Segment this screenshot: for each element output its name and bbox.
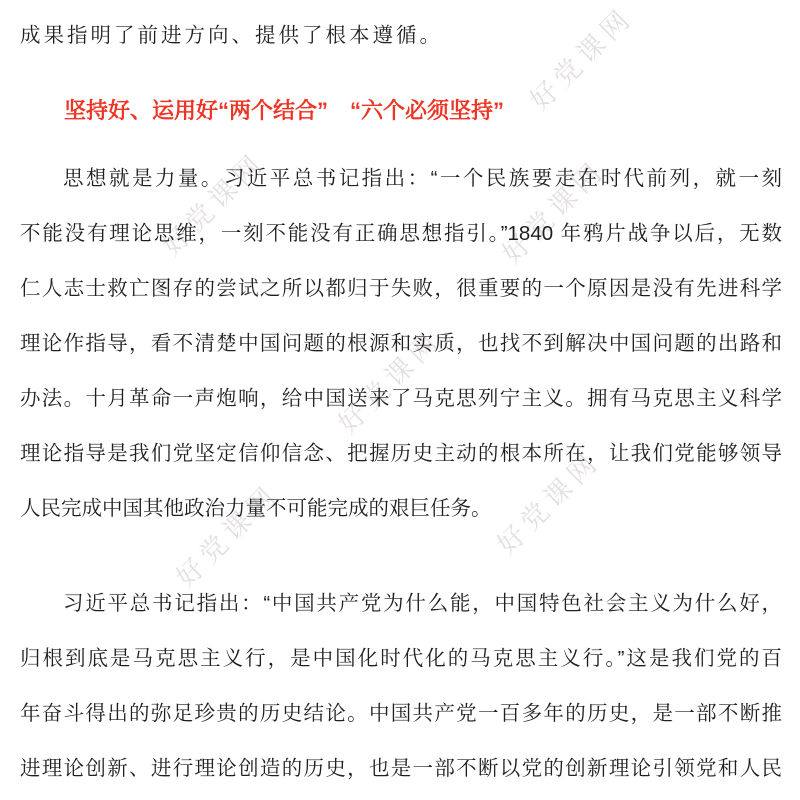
watermark-text: 好党课网: [496, 154, 612, 270]
body-line: 进理论创新、进行理论创造的历史，也是一部不断以党的创新理论引领党和人民: [20, 757, 782, 780]
watermark-text: 好党课网: [491, 445, 607, 561]
body-line: 归根到底是马克思主义行，是中国化时代化的马克思主义行。”这是我们党的百: [20, 647, 782, 670]
watermark-text: 好党课网: [332, 324, 448, 440]
watermark-text: 好党课网: [524, 1, 640, 117]
body-line: 年奋斗得出的弥足珍贵的历史结论。中国共产党一百多年的历史，是一部不断推: [20, 702, 782, 725]
body-line-continuation: 成果指明了前进方向、提供了根本遵循。: [20, 24, 443, 47]
body-line: 人民完成中国其他政治力量不可能完成的艰巨任务。: [20, 497, 492, 520]
body-line: 理论指导是我们党坚定信仰信念、把握历史主动的根本所在，让我们党能够领导: [20, 442, 782, 465]
body-line: 办法。十月革命一声炮响，给中国送来了马克思列宁主义。拥有马克思主义科学: [20, 387, 782, 410]
section-heading: 坚持好、运用好“两个结合” “六个必须坚持”: [64, 98, 505, 123]
body-line: 思想就是力量。习近平总书记指出：“一个民族要走在时代前列，就一刻: [63, 167, 782, 190]
body-line: 理论作指导，看不清楚中国问题的根源和实质，也找不到解决中国问题的出路和: [20, 332, 782, 355]
body-line: 不能没有理论思维，一刻不能没有正确思想指引。”1840 年鸦片战争以后，无数: [20, 222, 782, 245]
paragraph-2: [20, 576, 782, 796]
body-line: 习近平总书记指出：“中国共产党为什么能，中国特色社会主义为什么好，: [63, 592, 782, 615]
paragraph-1: [20, 151, 782, 536]
watermark-text: 好党课网: [156, 146, 272, 262]
watermark-text: 好党课网: [170, 478, 286, 594]
body-line: 仁人志士救亡图存的尝试之所以都归于失败，很重要的一个原因是没有先进科学: [20, 277, 782, 300]
